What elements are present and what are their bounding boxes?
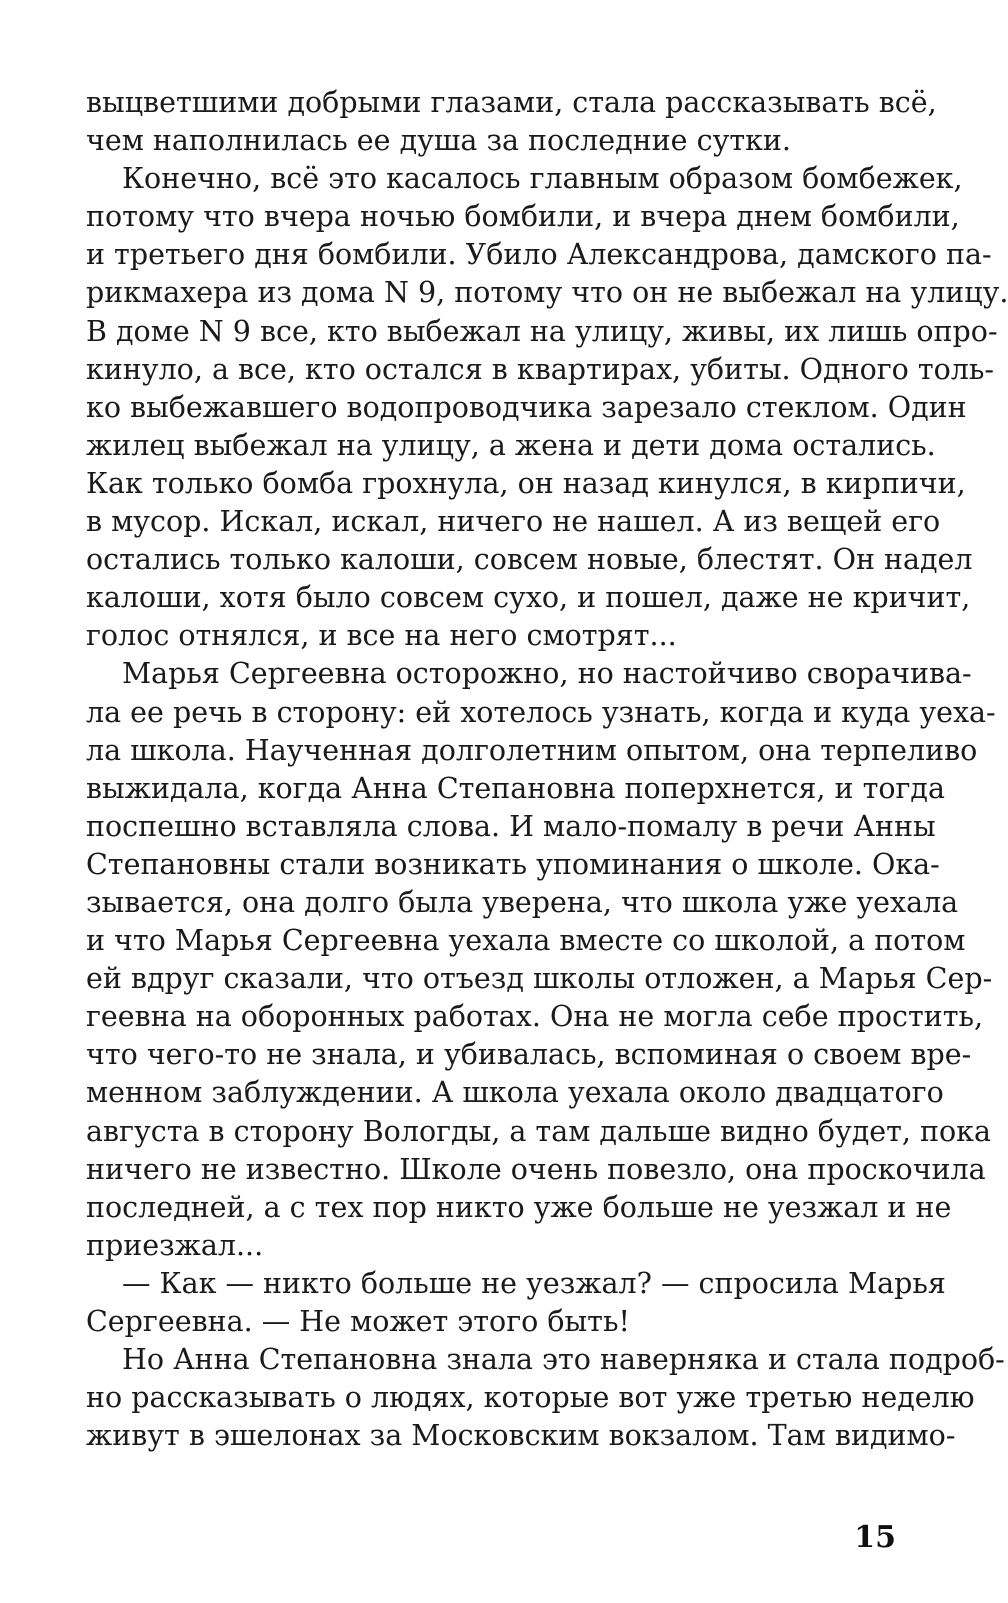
page-number: 15	[854, 1520, 896, 1555]
text-line: Как только бомба грохнула, он назад кинулся, в кирпичи,	[86, 466, 966, 500]
text-line: но рассказывать о людях, которые вот уже третью неделю	[86, 1381, 975, 1415]
text-line: ко выбежавшего водопроводчика зарезало стеклом. Один	[86, 390, 967, 424]
text-line: рикмахера из дома N 9, потому что он не выбежал на улицу.	[86, 276, 1008, 310]
text-line: последней, а с тех пор никто уже больше не уезжал и не	[86, 1190, 952, 1224]
text-line: остались только калоши, совсем новые, блестят. Он надел	[86, 543, 973, 577]
text-line: менном заблуждении. А школа уехала около двадцатого	[86, 1076, 944, 1110]
text-line: приезжал...	[86, 1228, 264, 1262]
text-line: геевна на оборонных работах. Она не могла себе простить,	[86, 1000, 984, 1034]
text-line: выцветшими добрыми глазами, стала рассказывать всё,	[86, 86, 937, 119]
text-line: августа в сторону Вологды, а там дальше видно будет, пока	[86, 1114, 991, 1148]
text-line: живут в эшелонах за Московским вокзалом. Там видимо-	[86, 1419, 956, 1453]
text-line: Марья Сергеевна осторожно, но настойчиво сворачива-	[122, 657, 972, 691]
text-line: Степановны стали возникать упоминания о школе. Ока-	[86, 847, 940, 881]
text-line: ничего не известно. Школе очень повезло, она проскочила	[86, 1152, 986, 1186]
text-line: чем наполнилась ее душа за последние сутки.	[86, 124, 791, 158]
text-line: ла школа. Наученная долголетним опытом, она терпеливо	[86, 733, 978, 767]
text-line: зывается, она долго была уверена, что школа уже уехала	[86, 885, 959, 919]
body-text	[86, 84, 1008, 1455]
text-line: поспешно вставляла слова. И мало-помалу в речи Анны	[86, 809, 936, 843]
text-line: В доме N 9 все, кто выбежал на улицу, живы, их лишь опро-	[86, 314, 998, 348]
text-line: Сергеевна. — Не может этого быть!	[86, 1305, 630, 1338]
text-line: Но Анна Степановна знала это наверняка и стала подроб-	[122, 1343, 1005, 1377]
text-line: потому что вчера ночью бомбили, и вчера днем бомбили,	[86, 200, 960, 234]
text-line: и что Марья Сергеевна уехала вместе со школой, а потом	[86, 924, 966, 958]
text-line: что чего-то не знала, и убивалась, вспоминая о своем вре-	[86, 1038, 972, 1072]
text-line: ла ее речь в сторону: ей хотелось узнать, когда и куда уеха-	[86, 695, 996, 729]
text-line: в мусор. Искал, искал, ничего не нашел. А из вещей его	[86, 505, 941, 539]
text-line: жилец выбежал на улицу, а жена и дети дома остались.	[86, 428, 936, 462]
text-line: калоши, хотя было совсем сухо, и пошел, даже не кричит,	[86, 581, 971, 615]
text-line: ей вдруг сказали, что отъезд школы отложен, а Марья Сер-	[86, 962, 993, 996]
text-line: выжидала, когда Анна Степановна поперхнется, и тогда	[86, 771, 945, 805]
text-line: и третьего дня бомбили. Убило Александрова, дамского па-	[86, 238, 992, 272]
text-line: — Как — никто больше не уезжал? — спросила Марья	[122, 1266, 946, 1300]
text-line: кинуло, а все, кто остался в квартирах, убиты. Одного толь-	[86, 352, 995, 386]
text-line: Конечно, всё это касалось главным образом бомбежек,	[122, 162, 963, 196]
text-line: голос отнялся, и все на него смотрят...	[86, 619, 677, 653]
